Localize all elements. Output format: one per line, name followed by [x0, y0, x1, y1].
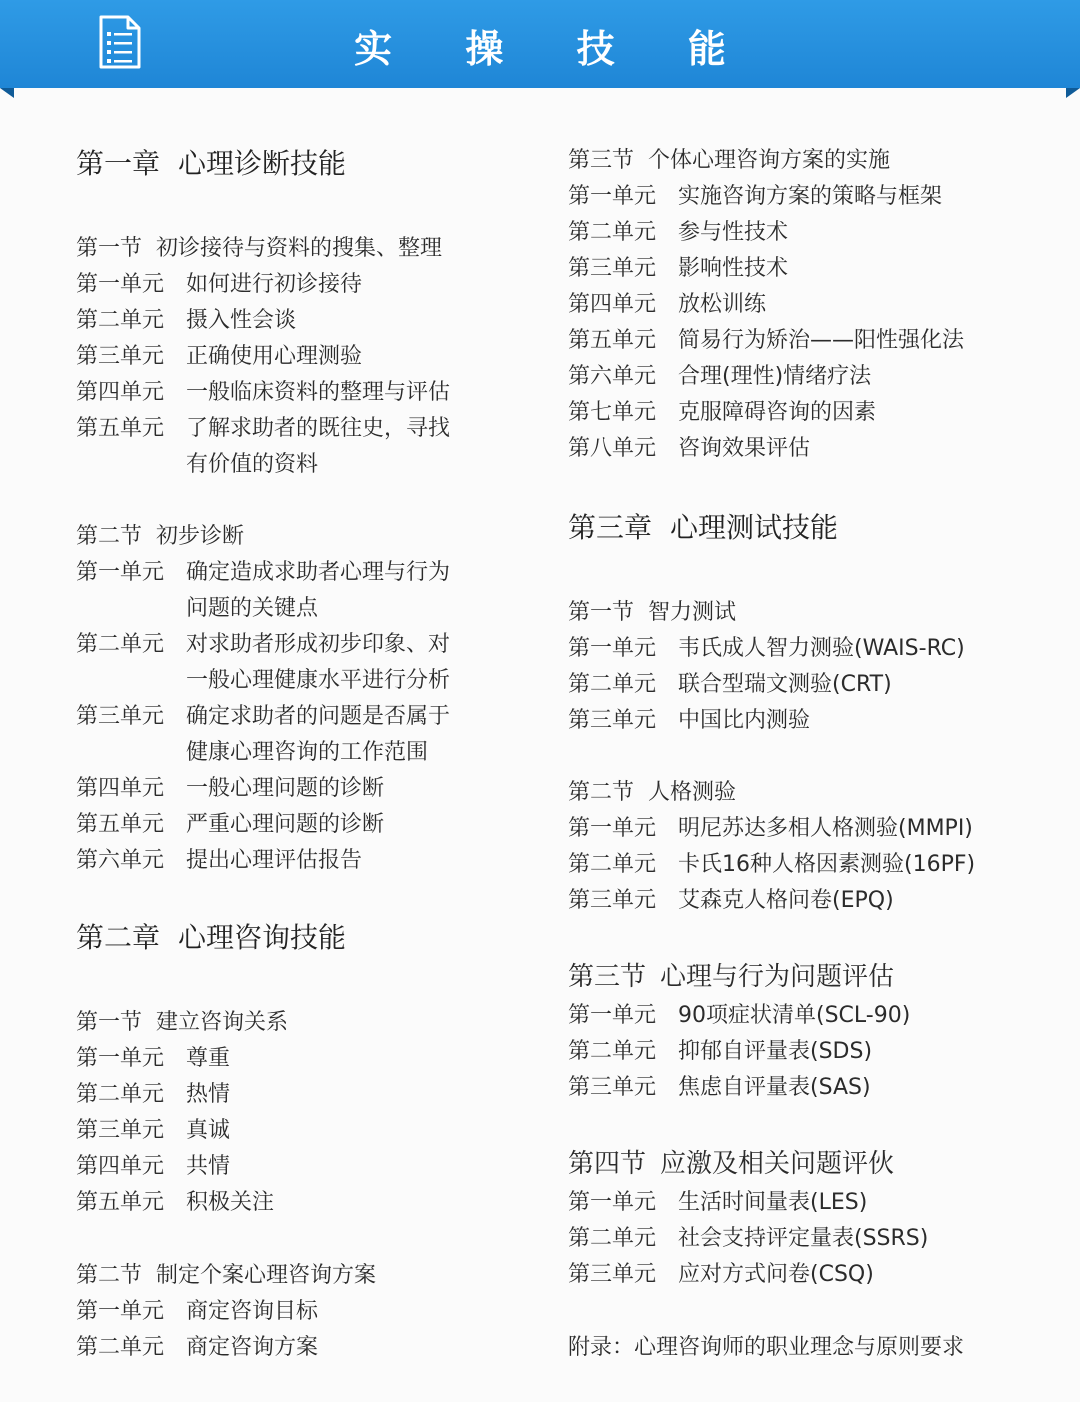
unit-item: 第一单元 尊重	[76, 1046, 231, 1071]
unit-item: 第三单元 真诚	[76, 1118, 231, 1143]
appendix-line: 附录：心理咨询师的职业理念与原则要求	[568, 1335, 965, 1360]
section-heading: 第四节 应激及相关问题评伙	[568, 1149, 895, 1179]
page-title: 实 操 技 能	[354, 27, 756, 71]
section-heading: 第一节 智力测试	[568, 600, 737, 625]
unit-item: 第一单元 明尼苏达多相人格测验(MMPI)	[568, 816, 973, 841]
unit-item: 第六单元 合理(理性)情绪疗法	[568, 364, 872, 389]
unit-item: 第二单元 抑郁自评量表(SDS)	[568, 1039, 873, 1064]
unit-item: 第四单元 放松训练	[568, 292, 767, 317]
unit-item: 第四单元 共情	[76, 1154, 231, 1179]
unit-item: 第三单元 焦虑自评量表(SAS)	[568, 1075, 871, 1100]
unit-item: 第二单元 社会支持评定量表(SSRS)	[568, 1226, 929, 1251]
unit-item: 第四单元 一般临床资料的整理与评估	[76, 380, 451, 405]
unit-item: 第一单元 确定造成求助者心理与行为	[76, 560, 451, 585]
unit-item: 第三单元 艾森克人格问卷(EPQ)	[568, 888, 894, 913]
unit-item: 第二单元 商定咨询方案	[76, 1335, 319, 1360]
section-heading: 第二节 初步诊断	[76, 524, 245, 549]
unit-item-continued: 一般心理健康水平进行分析	[186, 668, 451, 693]
chapter-heading: 第三章 心理测试技能	[568, 511, 839, 544]
unit-item: 第四单元 一般心理问题的诊断	[76, 776, 385, 801]
unit-item: 第三单元 影响性技术	[568, 256, 789, 281]
section-heading: 第二节 人格测验	[568, 780, 737, 805]
section-heading: 第三节 个体心理咨询方案的实施	[568, 148, 891, 173]
unit-item: 第一单元 生活时间量表(LES)	[568, 1190, 868, 1215]
unit-item: 第二单元 摄入性会谈	[76, 308, 297, 333]
unit-item: 第五单元 了解求助者的既往史，寻找	[76, 416, 451, 441]
unit-item: 第二单元 联合型瑞文测验(CRT)	[568, 672, 892, 697]
unit-item-continued: 问题的关键点	[186, 596, 319, 621]
unit-item: 第二单元 对求助者形成初步印象、对	[76, 632, 451, 657]
section-heading: 第三节 心理与行为问题评估	[568, 962, 895, 992]
header-banner	[0, 0, 1080, 88]
section-heading: 第二节 制定个案心理咨询方案	[76, 1263, 377, 1288]
section-heading: 第一节 初诊接待与资料的搜集、整理	[76, 236, 443, 261]
banner-fold-left	[0, 88, 14, 98]
unit-item: 第三单元 确定求助者的问题是否属于	[76, 704, 451, 729]
unit-item: 第七单元 克服障碍咨询的因素	[568, 400, 877, 425]
unit-item: 第二单元 卡氏16种人格因素测验(16PF)	[568, 852, 976, 877]
unit-item: 第三单元 正确使用心理测验	[76, 344, 363, 369]
unit-item: 第六单元 提出心理评估报告	[76, 848, 363, 873]
unit-item-continued: 有价值的资料	[186, 452, 319, 477]
unit-item: 第八单元 咨询效果评估	[568, 436, 811, 461]
unit-item: 第二单元 参与性技术	[568, 220, 789, 245]
unit-item: 第五单元 积极关注	[76, 1190, 275, 1215]
unit-item: 第三单元 中国比内测验	[568, 708, 811, 733]
unit-item: 第一单元 商定咨询目标	[76, 1299, 319, 1324]
unit-item: 第一单元 实施咨询方案的策略与框架	[568, 184, 943, 209]
unit-item: 第一单元 韦氏成人智力测验(WAIS-RC)	[568, 636, 965, 661]
unit-item-continued: 健康心理咨询的工作范围	[186, 740, 429, 765]
unit-item: 第一单元 90项症状清单(SCL-90)	[568, 1003, 911, 1028]
unit-item: 第五单元 简易行为矫治——阳性强化法	[568, 328, 965, 353]
chapter-heading: 第一章 心理诊断技能	[76, 147, 347, 180]
unit-item: 第五单元 严重心理问题的诊断	[76, 812, 385, 837]
unit-item: 第三单元 应对方式问卷(CSQ)	[568, 1262, 874, 1287]
section-heading: 第一节 建立咨询关系	[76, 1010, 289, 1035]
chapter-heading: 第二章 心理咨询技能	[76, 921, 347, 954]
unit-item: 第二单元 热情	[76, 1082, 231, 1107]
unit-item: 第一单元 如何进行初诊接待	[76, 272, 363, 297]
banner-fold-right	[1066, 88, 1080, 98]
